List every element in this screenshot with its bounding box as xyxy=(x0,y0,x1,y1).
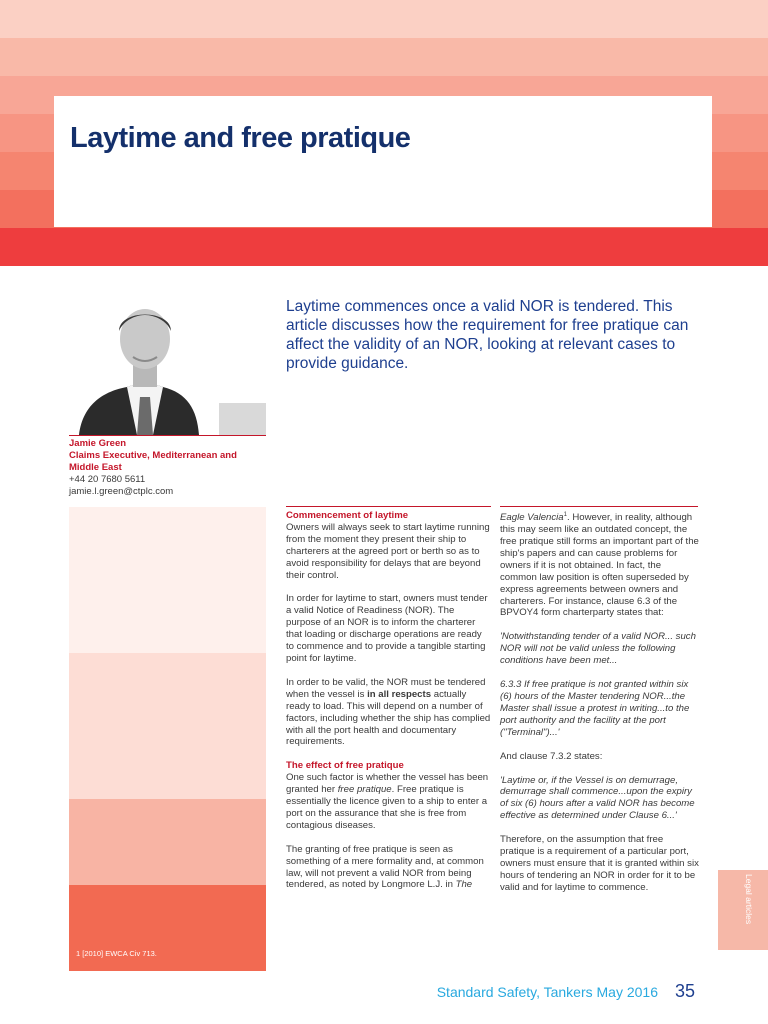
section-tab xyxy=(718,870,768,950)
sidebar-block-1 xyxy=(69,507,266,653)
author-role: Claims Executive, Mediterranean and Middle East xyxy=(69,450,237,473)
author-block xyxy=(69,438,269,498)
title-box xyxy=(54,96,712,227)
col1-para-1: Owners will always seek to start laytime running from the moment they present their ship to charterers at the agreed port or berth so as to avoid responsibility for delays that are beyond their control. xyxy=(286,521,490,581)
article-column-1 xyxy=(286,510,491,903)
author-photo xyxy=(69,299,266,435)
heading-free-pratique: The effect of free pratique xyxy=(286,760,404,772)
heading-commencement: Commencement of laytime xyxy=(286,510,409,521)
col2-para-1: Eagle Valencia$^1$. However, in reality, although this may seem like an outdated concept, the free pratique still forms an important part of the ship's papers and can cause problems for owners if it is not obtained. In fact, the common law position is often superseded by express agreements between owners and charterers. For instance, clause 6.3 of the BPVOY4 form charterparty states that: xyxy=(500,512,699,619)
article-column-2 xyxy=(500,510,700,906)
col1-para-5: The granting of free pratique is seen as something of a mere formality and, at common law, will not prevent a valid NOR from being tendered, as noted by Longmore L.J. in The xyxy=(286,843,484,891)
photo-divider xyxy=(69,435,266,436)
page-title: Laytime and free pratique xyxy=(70,122,411,154)
col2-quote-1: 'Notwithstanding tender of a valid NOR... such NOR will not be valid unless the following conditions have been met... xyxy=(500,631,696,667)
section-tab-label: Legal articles xyxy=(744,874,754,925)
page-footer xyxy=(0,981,768,1008)
col1-para-3: In order to be valid, the NOR must be tendered when the vessel is in all respects actually ready to load. This will depend on a number of factors, including whether the ship has complied with all the port health and documentary requirements. xyxy=(286,676,491,748)
col1-para-2: In order for laytime to start, owners must tender a valid Notice of Readiness (NOR). The purpose of an NOR is to inform the charterer that loading or discharge operations are ready to commence and to provide a tangible starting point for laytime. xyxy=(286,593,488,664)
sidebar-block-2 xyxy=(69,653,266,799)
col2-quote-2: 6.3.3 If free pratique is not granted within six (6) hours of the Master tendering NOR...the Master shall issue a protest in writing...to the port authority and the facility at the port ("Terminal")...' xyxy=(500,679,690,738)
page-number: 35 xyxy=(675,981,696,1001)
footnote: 1 [2010] EWCA Civ 713. xyxy=(76,949,157,958)
column-2-rule xyxy=(500,506,698,507)
author-email[interactable]: jamie.l.green@ctplc.com xyxy=(69,486,174,497)
sidebar-block-3 xyxy=(69,799,266,885)
lead-paragraph: Laytime commences once a valid NOR is tendered. This article discusses how the requirement for free pratique can affect the validity of an NOR, looking at relevant cases to provide guidance. xyxy=(286,298,689,372)
col2-quote-3: 'Laytime or, if the Vessel is on demurrage, demurrage shall commence...upon the expiry of six (6) hours after a valid NOR has become effective as determined under Clause 6...' xyxy=(500,774,695,822)
col2-para-3: Therefore, on the assumption that free pratique is a requirement of a particular port, owners must ensure that it is granted within six hours of tendering an NOR in order for it to be valid and for laytime to commence. xyxy=(500,834,699,893)
header-band-7 xyxy=(0,228,768,266)
column-1-rule xyxy=(286,506,491,507)
col2-para-2: And clause 7.3.2 states: xyxy=(500,750,603,762)
header-band-2 xyxy=(0,38,768,76)
publication-name: Standard Safety, Tankers May 2016 xyxy=(436,984,658,1000)
author-phone: +44 20 7680 5611 xyxy=(69,474,146,485)
header-band-1 xyxy=(0,0,768,38)
author-name: Jamie Green xyxy=(69,438,127,449)
sidebar-block-4 xyxy=(69,885,266,971)
col1-para-4: One such factor is whether the vessel has been granted her free pratique. Free pratique is essentially the licence given to a ship to enter a port on the assurance that she is free from contagious diseases. xyxy=(286,772,489,831)
